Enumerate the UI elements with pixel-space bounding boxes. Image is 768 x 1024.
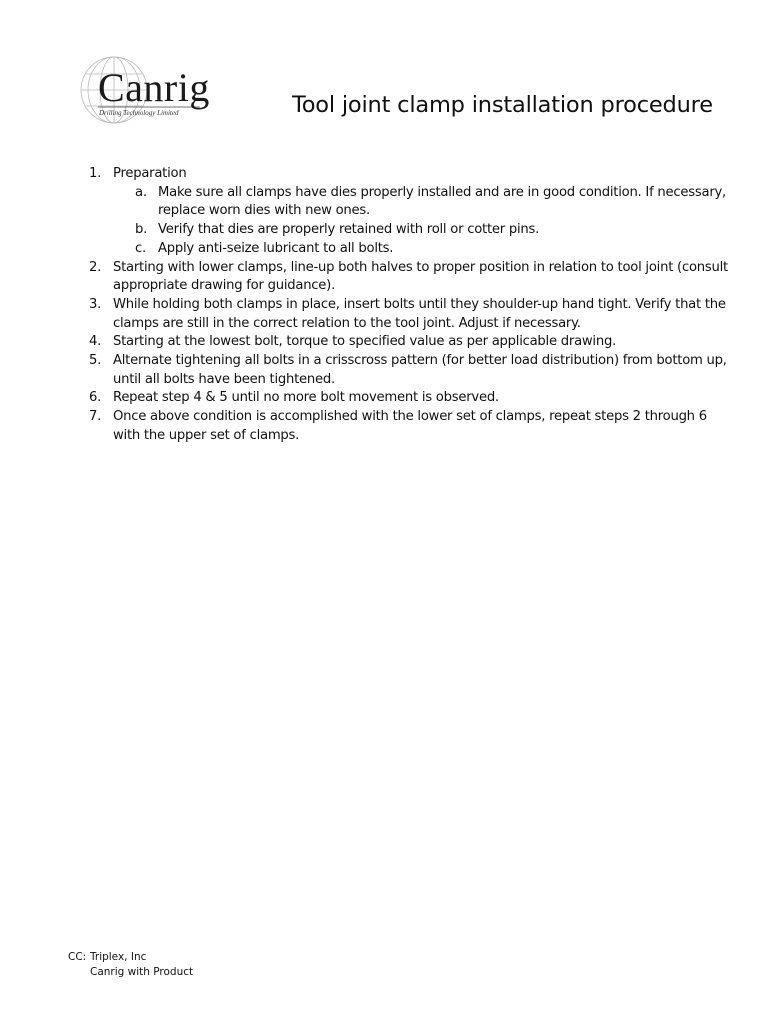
- step-text: Starting with lower clamps, line-up both halves to proper position in relation to tool joint (consult appropriate drawing for guidance).: [113, 259, 728, 294]
- list-item: [0, 296, 768, 333]
- sub-list-item: [113, 240, 728, 259]
- sub-list-item: [113, 221, 728, 240]
- cc-recipients: [90, 950, 193, 979]
- cc-recipient: Triplex, Inc: [90, 951, 147, 963]
- step-number: 7.: [89, 409, 102, 425]
- step-number: 4.: [89, 334, 102, 350]
- step-number: 2.: [89, 259, 102, 275]
- substep-text: Verify that dies are properly retained with roll or cotter pins.: [158, 222, 540, 238]
- list-item: [0, 408, 768, 445]
- logo-wordmark: Canrig: [98, 65, 210, 110]
- substep-text: Apply anti-seize lubricant to all bolts.: [158, 240, 394, 256]
- step-text: While holding both clamps in place, insert bolts until they shoulder-up hand tight. Verify that the clamps are still in the correct relation to the tool joint. Adjust if necessary.: [113, 296, 726, 331]
- substep-letter: a.: [135, 184, 147, 200]
- page-title: Tool joint clamp installation procedure: [292, 92, 713, 118]
- substep-text: Make sure all clamps have dies properly installed and are in good condition. If necessary, replace worn dies with new ones.: [158, 184, 726, 219]
- procedure-list: [0, 165, 768, 446]
- cc-recipient: Canrig with Product: [90, 965, 194, 978]
- list-item: [0, 352, 768, 389]
- list-item: [0, 165, 768, 259]
- substep-letter: b.: [135, 222, 148, 238]
- sub-list-item: [113, 184, 728, 221]
- step-number: 1.: [89, 166, 102, 181]
- step-text: Once above condition is accomplished with the lower set of clamps, repeat steps 2 through 6 with the upper set of clamps.: [113, 409, 707, 443]
- list-item: [0, 389, 768, 408]
- step-number: 6.: [89, 390, 102, 406]
- company-logo: [78, 54, 228, 126]
- cc-label: CC:: [68, 951, 87, 963]
- step-number: 5.: [89, 353, 102, 369]
- logo-tagline: Drilling Technology Limited: [99, 109, 179, 117]
- step-text: Preparation: [113, 166, 187, 181]
- step-text: Repeat step 4 & 5 until no more bolt movement is observed.: [113, 390, 499, 406]
- substep-letter: c.: [135, 240, 146, 256]
- list-item: [0, 333, 768, 352]
- step-number: 3.: [89, 296, 102, 312]
- step-text: Starting at the lowest bolt, torque to specified value as per applicable drawing.: [113, 334, 617, 350]
- list-item: [0, 259, 768, 296]
- step-text: Alternate tightening all bolts in a crisscross pattern (for better load distribution) from bottom up, until all bolts have been tightened.: [113, 353, 727, 387]
